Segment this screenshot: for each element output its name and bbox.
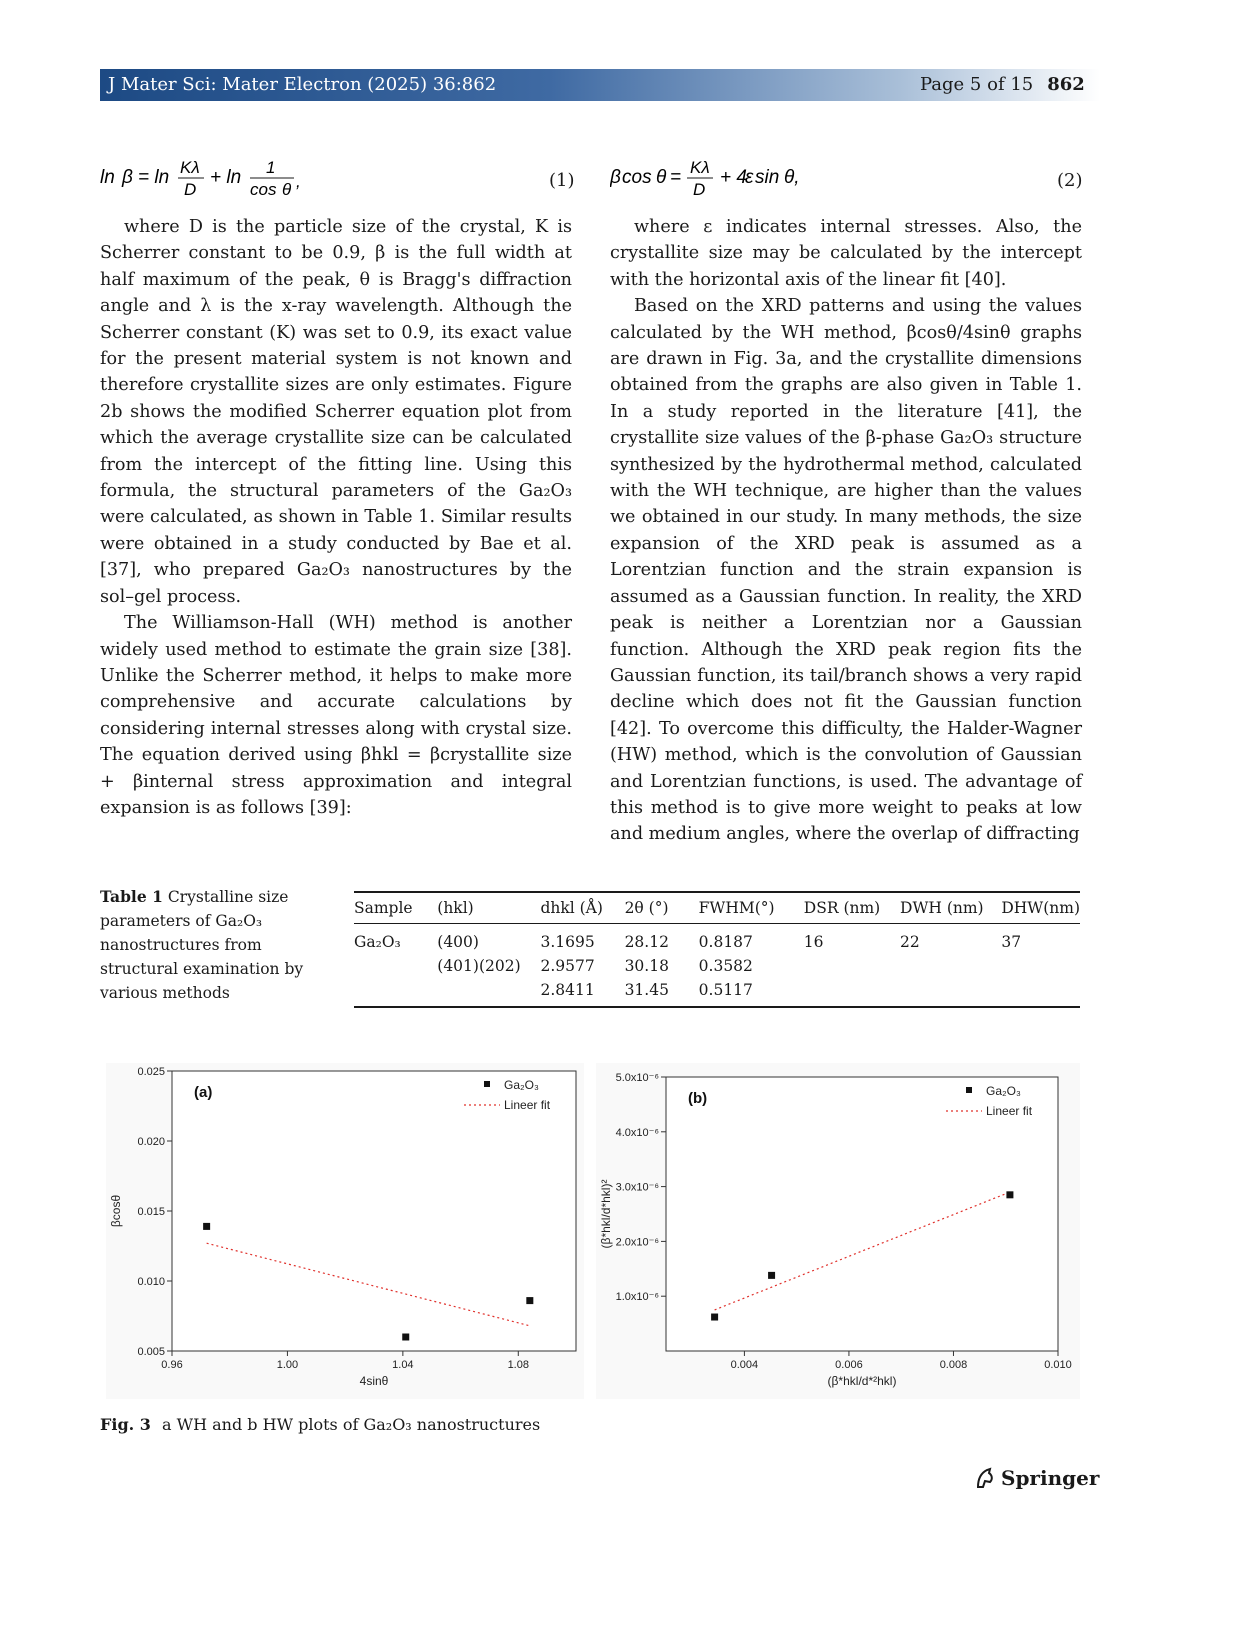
table-cell (354, 978, 437, 1007)
table-cell: 16 (803, 933, 824, 951)
svg-text:cos: cos (250, 180, 277, 199)
svg-text:β: β (122, 167, 133, 188)
legend-label: Ga₂O₃ (504, 1078, 539, 1092)
x-tick-label: 0.010 (1044, 1359, 1072, 1371)
table-cell (354, 954, 437, 978)
svg-text:sin: sin (755, 167, 780, 188)
table-cell: 22 (900, 933, 920, 951)
x-axis-label: (β*hkl/d*²hkl) (827, 1374, 897, 1388)
y-tick-label: 0.015 (137, 1206, 165, 1218)
y-tick-label: 0.010 (137, 1276, 165, 1288)
svg-text:+ 4: + 4 (720, 167, 747, 188)
x-tick-label: 1.08 (507, 1359, 529, 1371)
data-point (768, 1272, 775, 1279)
x-axis-label: 4sinθ (359, 1374, 389, 1388)
springer-horse-icon (975, 1467, 995, 1489)
right-paragraph-2: Based on the XRD patterns and using the values calculated by the WH method, βcosθ/4sinθ graphs are drawn in Fig. 3a, and the crystallite dimensions obtained from the graphs are also given in Table 1. In a study reported in the literature [41], the crystallite size values of the β-phase Ga₂O₃ structure synthesized by the hydrothermal method, calculated with the WH technique, are higher than the values we obtained in our study. In many methods, the size expansion of the XRD peak is assumed as a Lorentzian function and the strain expansion is assumed as a Gaussian function. In reality, the XRD peak is neither a Lorentzian nor a Gaussian function. Although the XRD peak region fits the Gaussian function, its tail/branch shows a very rapid decline which does not fit the Gaussian function [42]. To overcome this difficulty, the Halder-Wagner (HW) method, which is the convolution of Gaussian and Lorentzian functions, is used. The advantage of this method is to give more weight to peaks at low and medium angles, where the overlap of diffracting (610, 296, 1082, 845)
left-paragraph-2: The Williamson-Hall (WH) method is another widely used method to estimate the grain size [38]. Unlike the Scherrer method, it helps to make more comprehensive and accurate calculations by considering internal stresses along with crystal size. The equation derived using βhkl = βcrystallite size + βinternal stress approximation and integral expansion is as follows [39]: (100, 613, 572, 818)
legend-label: Ga₂O₃ (986, 1084, 1021, 1098)
table-caption (100, 885, 315, 1005)
right-paragraph-1: where ε indicates internal stresses. Also, the crystallite size may be calculated by the intercept with the horizontal axis of the linear fit [40]. (610, 217, 1082, 290)
svg-text:θ: θ (656, 167, 667, 188)
x-tick-label: 0.004 (730, 1359, 759, 1371)
table-cell: 2.9577 (540, 957, 595, 975)
y-tick-label: 4.0x10⁻⁶ (615, 1126, 659, 1139)
data-point (1006, 1191, 1013, 1198)
legend-marker (966, 1087, 972, 1093)
page-of-total: Page 5 of 15 (920, 74, 1034, 95)
plot-frame (172, 1071, 576, 1351)
svg-text:,: , (296, 172, 301, 191)
table-row (354, 924, 1080, 955)
y-tick-label: 5.0x10⁻⁶ (615, 1072, 659, 1084)
table-cell (1001, 978, 1080, 1007)
table-cell (1001, 954, 1080, 978)
wh-plot (106, 1063, 584, 1399)
y-tick-label: 0.020 (137, 1136, 165, 1148)
col-sample: Sample (354, 892, 437, 924)
y-tick-label: 2.0x10⁻⁶ (615, 1236, 659, 1249)
table-cell: (400) (437, 933, 479, 951)
table-cell: Ga₂O₃ (354, 933, 401, 951)
x-tick-label: 1.00 (276, 1359, 299, 1371)
col-dhw: DHW(nm) (1001, 892, 1080, 924)
svg-text:= ln: = ln (138, 167, 170, 188)
page-number (920, 74, 1085, 95)
x-tick-label: 0.96 (161, 1359, 183, 1371)
svg-text:ε: ε (745, 167, 754, 188)
equation-2-number: (2) (1057, 170, 1083, 191)
y-axis-label: (β*hkl/d*hkl)² (599, 1179, 613, 1249)
legend-marker (484, 1081, 490, 1087)
figure-label: Fig. 3 (100, 1415, 151, 1434)
table-cell: 28.12 (624, 933, 669, 951)
hw-plot (596, 1063, 1080, 1399)
right-column (610, 214, 1082, 848)
equation-1-number: (1) (549, 170, 575, 191)
col-hkl: (hkl) (437, 892, 540, 924)
table-cell: 37 (1001, 933, 1022, 951)
panel-label: (a) (194, 1084, 213, 1101)
data-point (526, 1297, 533, 1304)
svg-text:+ ln: + ln (210, 167, 242, 188)
col-dwh: DWH (nm) (900, 892, 1001, 924)
table-cell (804, 954, 900, 978)
crystallite-table (354, 891, 1080, 1008)
svg-text:cos: cos (622, 167, 652, 188)
table-label: Table 1 (100, 887, 163, 906)
table-cell: 3.1695 (540, 933, 595, 951)
x-tick-label: 1.04 (392, 1359, 414, 1371)
legend-label: Lineer fit (986, 1104, 1033, 1118)
publisher-name: Springer (1001, 1466, 1100, 1490)
table-cell (900, 954, 1001, 978)
figure-3a (106, 1063, 584, 1399)
data-point (402, 1334, 409, 1341)
x-tick-label: 0.008 (939, 1359, 968, 1371)
figure-caption-text: a WH and b HW plots of Ga₂O₃ nanostructures (162, 1415, 541, 1434)
svg-text:θ,: θ, (784, 167, 800, 188)
col-fwhm: FWHM(°) (699, 892, 804, 924)
y-tick-label: 0.025 (137, 1066, 165, 1078)
data-point (711, 1314, 718, 1321)
equation-1 (100, 155, 320, 210)
x-tick-label: 0.006 (835, 1359, 863, 1371)
article-number: 862 (1047, 74, 1085, 95)
figure-3b (596, 1063, 1080, 1399)
data-point (203, 1223, 210, 1230)
table-header-row (354, 892, 1080, 924)
plot-frame (666, 1077, 1058, 1351)
table-cell: 0.8187 (698, 933, 753, 951)
y-axis-label: βcosθ (109, 1194, 123, 1228)
table-cell: 0.3582 (698, 957, 753, 975)
table-cell (900, 978, 1001, 1007)
table-caption-text: Crystalline size parameters of Ga₂O₃ nanostructures from structural examination by various methods (100, 888, 304, 1002)
panel-label: (b) (688, 1090, 708, 1107)
svg-text:1: 1 (266, 158, 276, 177)
svg-text:β: β (610, 167, 621, 188)
figure-caption (100, 1415, 540, 1434)
table-row (354, 954, 1080, 978)
svg-text:D: D (184, 180, 197, 199)
svg-text:Kλ: Kλ (180, 158, 200, 177)
svg-text:=: = (670, 167, 682, 188)
legend-label: Lineer fit (504, 1098, 551, 1112)
col-dhkl: dhkl (Å) (540, 892, 624, 924)
table-cell: 30.18 (624, 957, 669, 975)
table-cell: 0.5117 (699, 978, 804, 1007)
table-cell (437, 978, 540, 1007)
left-paragraph-1: where D is the particle size of the crystal, K is Scherrer constant to be 0.9, β is the full width at half maximum of the peak, θ is Bragg's diffraction angle and λ is the x-ray wavelength. Although the Scherrer constant (K) was set to 0.9, its exact value for the present material system is not known and therefore crystallite sizes are only estimates. Figure 2b shows the modified Scherrer equation plot from which the average crystallite size can be calculated from the intercept of the fitting line. Using this formula, the structural parameters of the Ga₂O₃ were calculated, as shown in Table 1. Similar results were obtained in a study conducted by Bae et al. [37], who prepared Ga₂O₃ nanostructures by the sol–gel process. (100, 217, 572, 607)
svg-text:Kλ: Kλ (690, 158, 710, 177)
table-cell (804, 978, 900, 1007)
y-tick-label: 0.005 (137, 1346, 165, 1358)
svg-text:ln: ln (100, 167, 115, 188)
table-cell: (401)(202) (437, 957, 521, 975)
table-row (354, 978, 1080, 1007)
journal-citation: J Mater Sci: Mater Electron (2025) 36:862 (108, 74, 497, 95)
svg-text:θ: θ (282, 180, 292, 199)
equation-2 (610, 155, 810, 210)
left-column (100, 214, 572, 821)
svg-text:D: D (693, 180, 706, 199)
col-2theta: 2θ (°) (625, 892, 699, 924)
y-tick-label: 3.0x10⁻⁶ (615, 1181, 659, 1194)
table-cell: 31.45 (625, 978, 699, 1007)
table-cell: 2.8411 (540, 978, 624, 1007)
col-dsr: DSR (nm) (804, 892, 900, 924)
y-tick-label: 1.0x10⁻⁶ (615, 1291, 659, 1304)
publisher-logo (975, 1466, 1099, 1490)
